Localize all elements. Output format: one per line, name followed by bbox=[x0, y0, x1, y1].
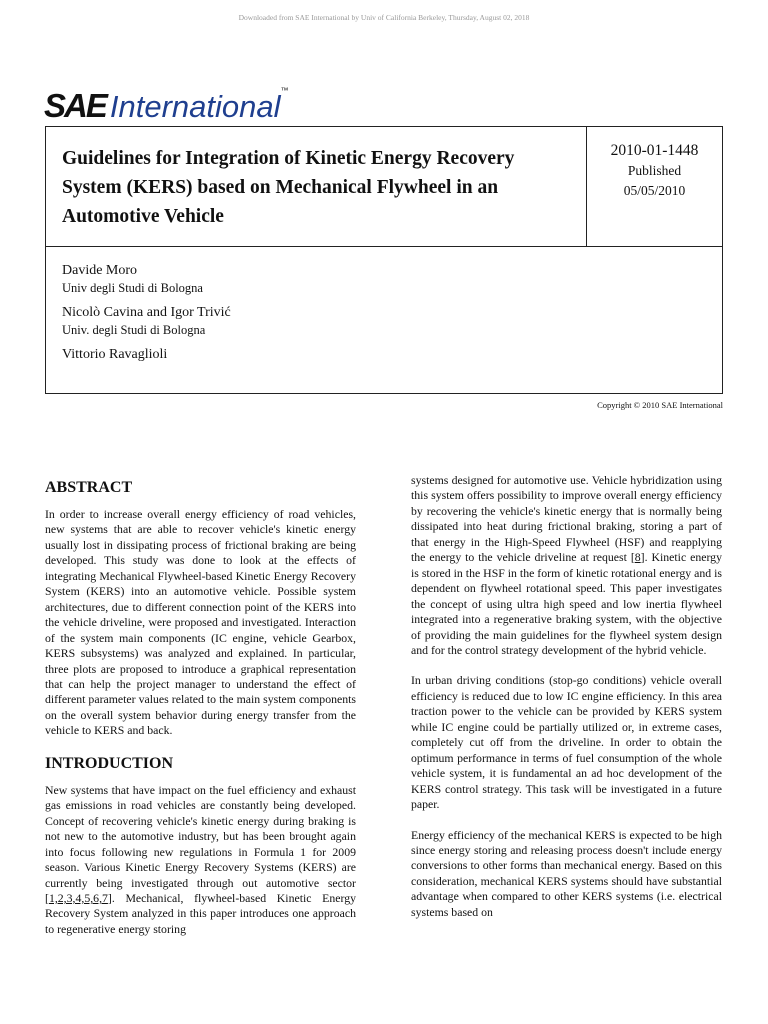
copyright-notice: Copyright © 2010 SAE International bbox=[597, 400, 723, 410]
paper-number: 2010-01-1448 bbox=[610, 142, 699, 159]
body-paragraph: Energy efficiency of the mechanical KERS is expected to be high since energy storing and releasing process doesn't include energy conversions to other forms than mechanical energy. Based on this consideration, mechanical KERS systems should have substantial advantage when compared to other KERS systems (i.e. electrical systems based on bbox=[411, 827, 722, 919]
body-paragraph: systems designed for automotive use. Vehicle hybridization using this system offers possibility to improve overall energy efficiency by recovering the vehicle's kinetic energy that is normally being dissipated into heat during frictional braking, storing a part of that energy in the High-Speed Flywheel (HSF) and reapplying the energy to the vehicle driveline at request [8]. Kinetic energy is stored in the HSF in the form of kinetic rotational energy and is dependent on flywheel rotational speed. This paper investigates the concept of using ultra high speed and low inertia flywheel integrated into a regenerative braking system, with the objective of providing the main guidelines for the flywheel system design and for the control strategy development of the hybrid vehicle. bbox=[411, 473, 722, 657]
reference-link[interactable]: 1,2,3,4,5,6,7 bbox=[48, 890, 108, 905]
right-column bbox=[411, 473, 722, 920]
author-list bbox=[46, 247, 722, 364]
logo-trademark: ™ bbox=[280, 86, 289, 95]
published-label: Published bbox=[627, 163, 682, 178]
author-name: Davide Moro bbox=[62, 263, 138, 278]
abstract-text: In order to increase overall energy efficiency of road vehicles, new systems that are able to recover vehicle's kinetic energy usually lost in dissipating process of frictional braking are being developed. This study was done to look at the effects of integrating Mechanical Flywheel-based Kinetic Energy Recovery System (KERS) into an automotive vehicle. Possible system architectures, due to different connection point of the KERS into the vehicle driveline, were proposed and investigated. Interaction of the system main components (IC engine, vehicle Gearbox, KERS subsystems) was analyzed and explained. In particular, three plots are proposed to introduce a graphical representation that can help the project manager to understand the effect of different parameter values related to the main system components on the overall system behavior during energy transfer from the vehicle to KERS and back. bbox=[45, 507, 356, 738]
title-cell bbox=[46, 127, 587, 247]
paper-header-box bbox=[45, 126, 723, 394]
logo-sae-wordmark: SAE bbox=[44, 87, 106, 124]
body-paragraph: In urban driving conditions (stop-go conditions) vehicle overall efficiency is reduced due to low IC engine efficiency. In this area traction power to the vehicle can be provided by KERS system while IC engine could be partially utilized or, in extreme cases, completely cut off from the driveline. In order to obtain the optimum performance in terms of fuel consumption of the whole vehicle system, it is fundamental an ad hoc development of the KERS control strategy. This task will be investigated in a future paper. bbox=[411, 673, 722, 812]
reference-link[interactable]: 8 bbox=[634, 550, 641, 565]
sae-international-logo bbox=[44, 84, 288, 122]
download-notice: Downloaded from SAE International by Univ of California Berkeley, Thursday, August 02, 2018 bbox=[238, 13, 530, 22]
left-column bbox=[45, 478, 356, 937]
author-name: Vittorio Ravaglioli bbox=[62, 347, 168, 362]
author-affiliation: Univ. degli Studi di Bologna bbox=[62, 323, 206, 337]
introduction-heading: INTRODUCTION bbox=[45, 754, 174, 772]
published-date: 05/05/2010 bbox=[623, 183, 686, 198]
paper-meta-cell bbox=[587, 127, 722, 247]
introduction-paragraph: New systems that have impact on the fuel efficiency and exhaust gas emissions in road vehicles are constantly being developed. Concept of recovering vehicle's kinetic energy during braking is not new to the automotive industry, but has been brought again into focus following new regulations in Formula 1 for 2009 season. Various Kinetic Energy Recovery Systems (KERS) are currently being investigated through out automotive sector [1,2,3,4,5,6,7]. Mechanical, flywheel-based Kinetic Energy Recovery System analyzed in this paper introduces one approach to regenerative energy storing bbox=[45, 782, 356, 936]
abstract-heading: ABSTRACT bbox=[45, 479, 133, 496]
paper-title: Guidelines for Integration of Kinetic Energy Recovery System (KERS) based on Mechanical Flywheel in an Automotive Vehicle bbox=[62, 148, 515, 227]
author-affiliation: Univ degli Studi di Bologna bbox=[62, 281, 203, 295]
author-name: Nicolò Cavina and Igor Trivić bbox=[62, 305, 231, 320]
logo-international-wordmark: International bbox=[109, 89, 281, 124]
